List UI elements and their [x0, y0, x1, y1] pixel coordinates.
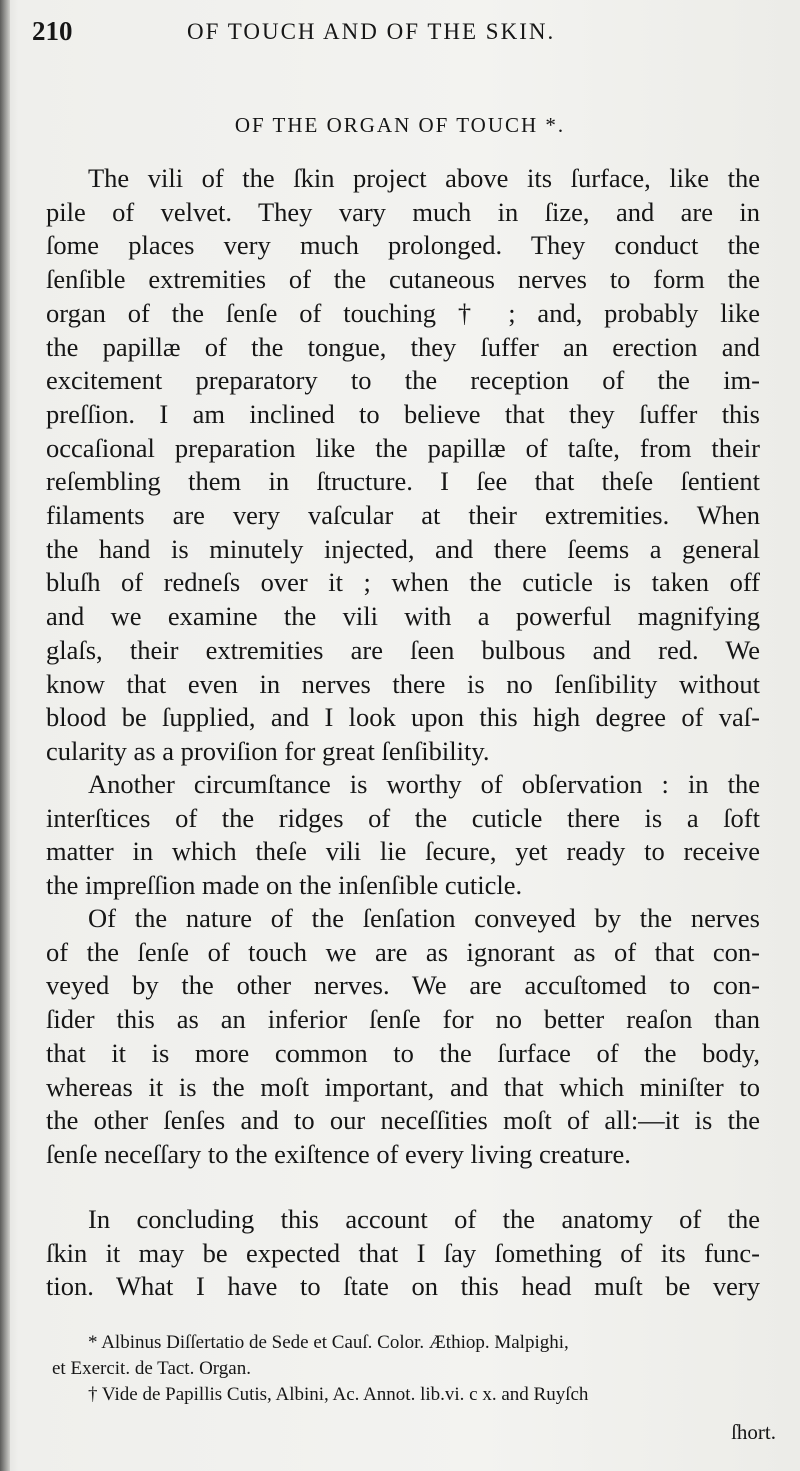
- text-line: veyed by the other nerves. We are accuſtomed to con-: [46, 970, 760, 1001]
- paragraph-concluding: [46, 1203, 760, 1304]
- section-heading: OF THE ORGAN OF TOUCH *.: [234, 113, 566, 137]
- text-line: matter in which theſe vili lie ſecure, yet ready to receive: [46, 836, 760, 867]
- footnote-line: † Vide de Papillis Cutis, Albini, Ac. Annot. lib.vi. c x. and Ruyſch: [88, 1384, 589, 1405]
- text-line: tion. What I have to ſtate on this head muſt be very: [46, 1271, 760, 1302]
- catchword: ſhort.: [731, 1420, 776, 1444]
- text-line: cularity as a proviſion for great ſenſibility.: [46, 735, 490, 766]
- text-line: pile of velvet. They vary much in ſize, and are in: [46, 196, 760, 227]
- text-line: the other ſenſes and to our neceſſities moſt of all:—it is the: [46, 1105, 760, 1136]
- text-line: ſkin it may be expected that I ſay ſomething of its func-: [46, 1237, 760, 1268]
- text-line: glaſs, their extremities are ſeen bulbous and red. We: [46, 634, 760, 665]
- text-line: of the ſenſe of touch we are as ignorant as of that con-: [46, 936, 760, 967]
- text-line: whereas it is the moſt important, and that which miniſter to: [46, 1071, 760, 1102]
- text-line: the impreſſion made on the inſenſible cuticle.: [46, 870, 523, 901]
- footnote-line: et Exercit. de Tact. Organ.: [52, 1358, 251, 1379]
- text-line: ſome places very much prolonged. They conduct the: [46, 230, 760, 261]
- text-line: The vili of the ſkin project above its ſurface, like the: [88, 163, 760, 193]
- text-line: In concluding this account of the anatomy of the: [88, 1204, 760, 1234]
- running-header: [32, 14, 740, 54]
- text-line: reſembling them in ſtructure. I ſee that theſe ſentient: [46, 466, 760, 497]
- text-line: ſider this as an inferior ſenſe for no better reaſon than: [46, 1004, 760, 1035]
- text-line: interſtices of the ridges of the cuticle there is a ſoft: [46, 802, 760, 833]
- text-line: blood be ſupplied, and I look upon this high degree of vaſ-: [46, 702, 760, 733]
- paragraph-nature-of-sensation: [46, 902, 760, 1172]
- text-line: occaſional preparation like the papillæ of taſte, from their: [46, 432, 760, 463]
- text-line: the papillæ of the tongue, they ſuffer an erection and: [46, 331, 760, 362]
- text-line: Of the nature of the ſenſation conveyed by the nerves: [88, 903, 760, 933]
- running-title: OF TOUCH AND OF THE SKIN.: [187, 19, 556, 44]
- text-line: ſenſible extremities of the cutaneous nerves to form the: [46, 264, 760, 295]
- footnote-line: * Albinus Diſſertatio de Sede et Cauſ. Color. Æthiop. Malpighi,: [88, 1332, 569, 1353]
- page-gutter-shadow: [0, 0, 10, 1471]
- text-line: Another circumſtance is worthy of obſervation : in the: [88, 769, 760, 799]
- text-line: preſſion. I am inclined to believe that they ſuffer this: [46, 398, 760, 429]
- text-line: know that even in nerves there is no ſenſibility without: [46, 668, 760, 699]
- text-line: that it is more common to the ſurface of the body,: [46, 1037, 760, 1068]
- paragraph-organ-of-touch: [46, 162, 760, 769]
- text-line: excitement preparatory to the reception of the im-: [46, 365, 760, 396]
- footnotes: [52, 1330, 780, 1408]
- page-number: 210: [32, 16, 73, 46]
- paragraph-interstices: [46, 768, 760, 903]
- text-line: bluſh of redneſs over it ; when the cuticle is taken off: [46, 567, 760, 598]
- text-line: organ of the ſenſe of touching † ; and, probably like: [46, 297, 760, 328]
- text-line: the hand is minutely injected, and there ſeems a general: [46, 533, 760, 564]
- text-line: ſenſe neceſſary to the exiſtence of every living creature.: [46, 1138, 631, 1169]
- text-line: and we examine the vili with a powerful magnifying: [46, 601, 760, 632]
- text-line: filaments are very vaſcular at their extremities. When: [46, 500, 760, 531]
